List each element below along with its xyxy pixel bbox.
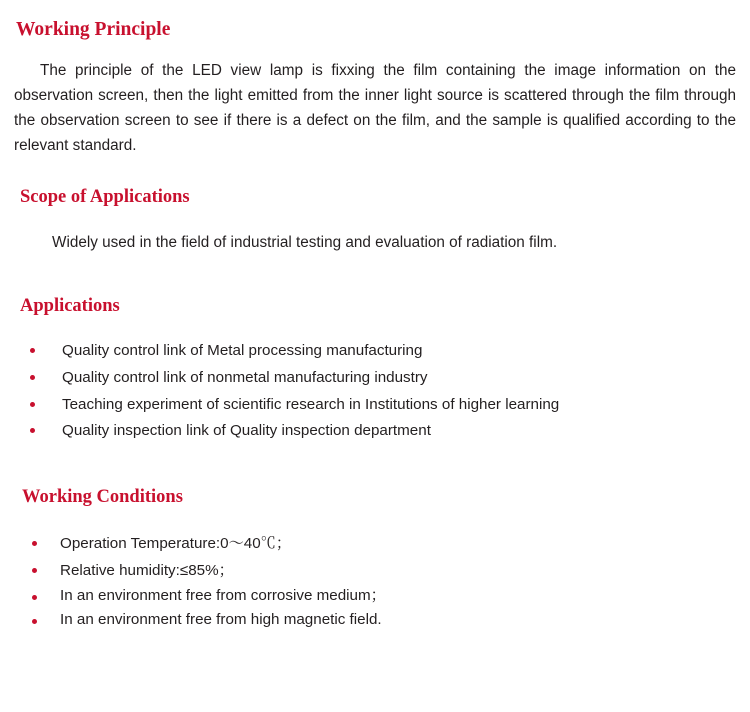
- heading-working-conditions: Working Conditions: [22, 486, 183, 507]
- heading-working-principle: Working Principle: [16, 19, 171, 40]
- list-item: In an environment free from high magnetic field.: [14, 608, 736, 632]
- working-conditions-list: [14, 530, 736, 633]
- list-item: Quality control link of Metal processing manufacturing: [14, 339, 736, 364]
- list-item: Teaching experiment of scientific research in Institutions of higher learning: [14, 393, 736, 418]
- list-item: Relative humidity:≤85%；: [14, 557, 736, 584]
- section-working-conditions: [14, 486, 736, 633]
- list-item: Quality control link of nonmetal manufacturing industry: [14, 366, 736, 391]
- section-working-principle: [14, 18, 736, 158]
- applications-list: [14, 339, 736, 444]
- document-page: [0, 18, 750, 712]
- scope-of-applications-text: Widely used in the field of industrial testing and evaluation of radiation film.: [52, 233, 558, 251]
- section-applications: [14, 295, 736, 444]
- paragraph-working-principle: The principle of the LED view lamp is fixxing the film containing the image information on the observation screen, then the light emitted from the inner light source is scattered through the film through the observation screen to see if there is a defect on the film, and the sample is qualified according to the relevant standard.: [14, 62, 736, 154]
- list-item: Operation Temperature:0～40℃；: [14, 530, 736, 557]
- heading-applications: Applications: [20, 296, 120, 317]
- heading-scope-of-applications: Scope of Applications: [20, 187, 190, 208]
- list-item: Quality inspection link of Quality inspection department: [14, 419, 736, 444]
- list-item: In an environment free from corrosive medium；: [14, 584, 736, 608]
- section-scope-of-applications: [14, 186, 736, 255]
